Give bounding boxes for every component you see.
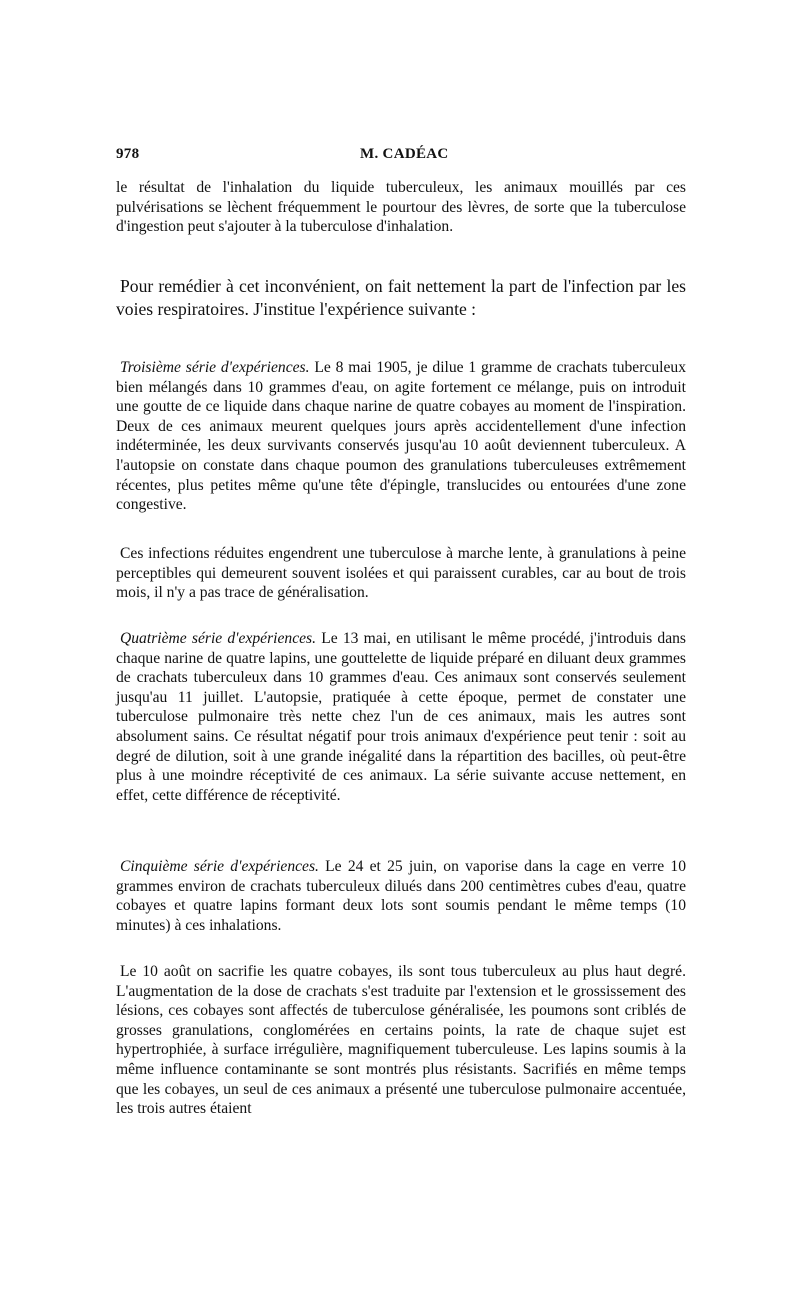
paragraph-text: Le 8 mai 1905, je dilue 1 gramme de crachats tuberculeux bien mélangés dans 10 grammes d'eau, on agite fortement ce mélange, puis on introduit une goutte de ce liquide dans chaque narine de quatre cobayes au moment de l'inspiration. Deux de ces animaux meurent quelques jours après accidentellement d'une infection indéterminée, les deux survivants conservés jusqu'au 10 août deviennent tuberculeux. A l'autopsie on constate dans chaque poumon des granulations tuberculeuses extrêmement récentes, plus petites même qu'une tête d'épingle, translucides ou entourées d'une zone congestive. — [116, 359, 686, 514]
paragraph-text: Ces infections réduites engendrent une tuberculose à marche lente, à granulations à peine perceptibles qui demeurent souvent isolées et qui paraissent curables, car au bout de trois mois, il n'y a pas trace de généralisation. — [116, 545, 686, 602]
paragraph-text: Le 24 et 25 juin, on vaporise dans la cage en verre 10 grammes environ de crachats tuberculeux dilués dans 200 centimètres cubes d'eau, quatre cobayes et quatre lapins formant deux lots sont soumis pendant le même temps (10 minutes) à ces inhalations. — [116, 858, 686, 934]
paragraph-series-4 — [116, 629, 686, 805]
paragraph-series-3 — [116, 358, 686, 515]
paragraph-text: Le 13 mai, en utilisant le même procédé, j'introduis dans chaque narine de quatre lapins, une gouttelette de liquide préparé en diluant deux grammes de crachats tuberculeux dans 10 grammes d'eau. Ces animaux sont conservés seulement jusqu'au 11 juillet. L'autopsie, pratiquée à cette époque, permet de constater une tuberculose pulmonaire très nette chez l'un de ces animaux, mais les autres sont absolument sains. Ce résultat négatif pour trois animaux d'expérience peut tenir : soit au degré de dilution, soit à une grande inégalité dans la répartition des bacilles, où peut-être plus à une moindre réceptivité de ces animaux. La série suivante accuse nettement, en effet, cette différence de réceptivité. — [116, 630, 686, 804]
paragraph — [116, 962, 686, 1119]
paragraph-continuation — [116, 178, 686, 237]
paragraph-text: Pour remédier à cet inconvénient, on fait nettement la part de l'infection par les voies respiratoires. J'institue l'expérience suivante : — [116, 276, 686, 319]
series-heading: Cinquième série d'expériences. — [120, 858, 319, 875]
paragraph-text: Le 10 août on sacrifie les quatre cobayes, ils sont tous tuberculeux au plus haut degré. L'augmentation de la dose de crachats s'est traduite par l'extension et le grossissement des lésions, ces cobayes sont affectés de tuberculose généralisée, les poumons sont criblés de grosses granulations, conglomérées en certains points, la rate de chaque sujet est hypertrophiée, à surface irrégulière, magnifiquement tuberculeuse. Les lapins soumis à la même influence contaminante se sont montrés plus résistants. Sacrifiés en même temps que les cobayes, un seul de ces animaux a présenté une tuberculose pulmonaire accentuée, les trois autres étaient — [116, 963, 686, 1118]
series-heading: Troisième série d'expériences. — [120, 359, 310, 376]
paragraph-text: le résultat de l'inhalation du liquide tuberculeux, les animaux mouillés par ces pulvérisations se lèchent fréquemment le pourtour des lèvres, de sorte que la tuberculose d'ingestion peut s'ajouter à la tuberculose d'inhalation. — [116, 179, 686, 236]
paragraph-large — [116, 275, 686, 320]
running-header — [116, 146, 686, 168]
running-title: M. CADÉAC — [360, 146, 449, 162]
paragraph — [116, 544, 686, 603]
page-number: 978 — [116, 146, 140, 162]
series-heading: Quatrième série d'expériences. — [120, 630, 317, 647]
paragraph-series-5 — [116, 857, 686, 935]
